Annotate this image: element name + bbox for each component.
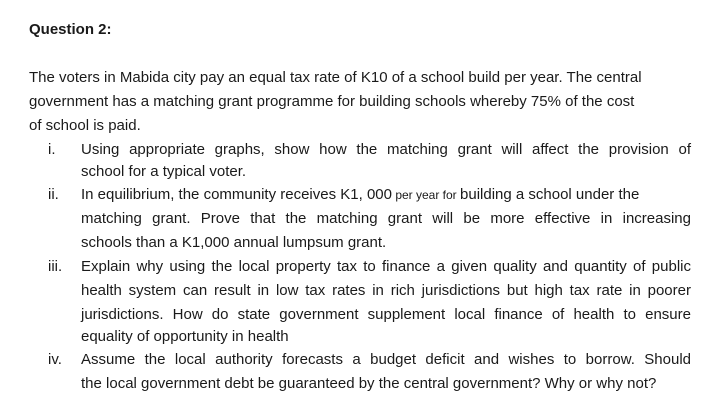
item-number: iv. (48, 351, 62, 368)
item-text-line: Using appropriate graphs, show how the matching grant will affect the provision of (81, 141, 691, 158)
intro-line-2: government has a matching grant programme for building schools whereby 75% of the cost (29, 93, 635, 110)
item-text-line: Explain why using the local property tax to finance a given quality and quantity of public (81, 258, 691, 275)
intro-line-3: of school is paid. (29, 117, 141, 134)
item-text-line: equality of opportunity in health (81, 328, 289, 345)
item-number: ii. (48, 186, 59, 203)
item-text-line: the local government debt be guaranteed by the central government? Why or why not? (81, 375, 657, 392)
item-text-line: matching grant. Prove that the matching grant will be more effective in increasing (81, 210, 691, 227)
item-text-line: schools than a K1,000 annual lumpsum grant. (81, 234, 387, 251)
item-number: i. (48, 141, 56, 158)
question-heading: Question 2: (29, 21, 112, 38)
item-text-line: school for a typical voter. (81, 163, 247, 180)
item-text-line: In equilibrium, the community receives K1, 000 per year for building a school under the (81, 186, 640, 203)
intro-line-1: The voters in Mabida city pay an equal tax rate of K10 of a school build per year. The central (29, 69, 642, 86)
item-text-line: jurisdictions. How do state government supplement local finance of health to ensure (81, 306, 691, 323)
item-text-line: Assume the local authority forecasts a budget deficit and wishes to borrow. Should (81, 351, 691, 368)
item-number: iii. (48, 258, 63, 275)
item-text-line: health system can result in low tax rates in rich jurisdictions but high tax rate in poorer (81, 282, 691, 299)
